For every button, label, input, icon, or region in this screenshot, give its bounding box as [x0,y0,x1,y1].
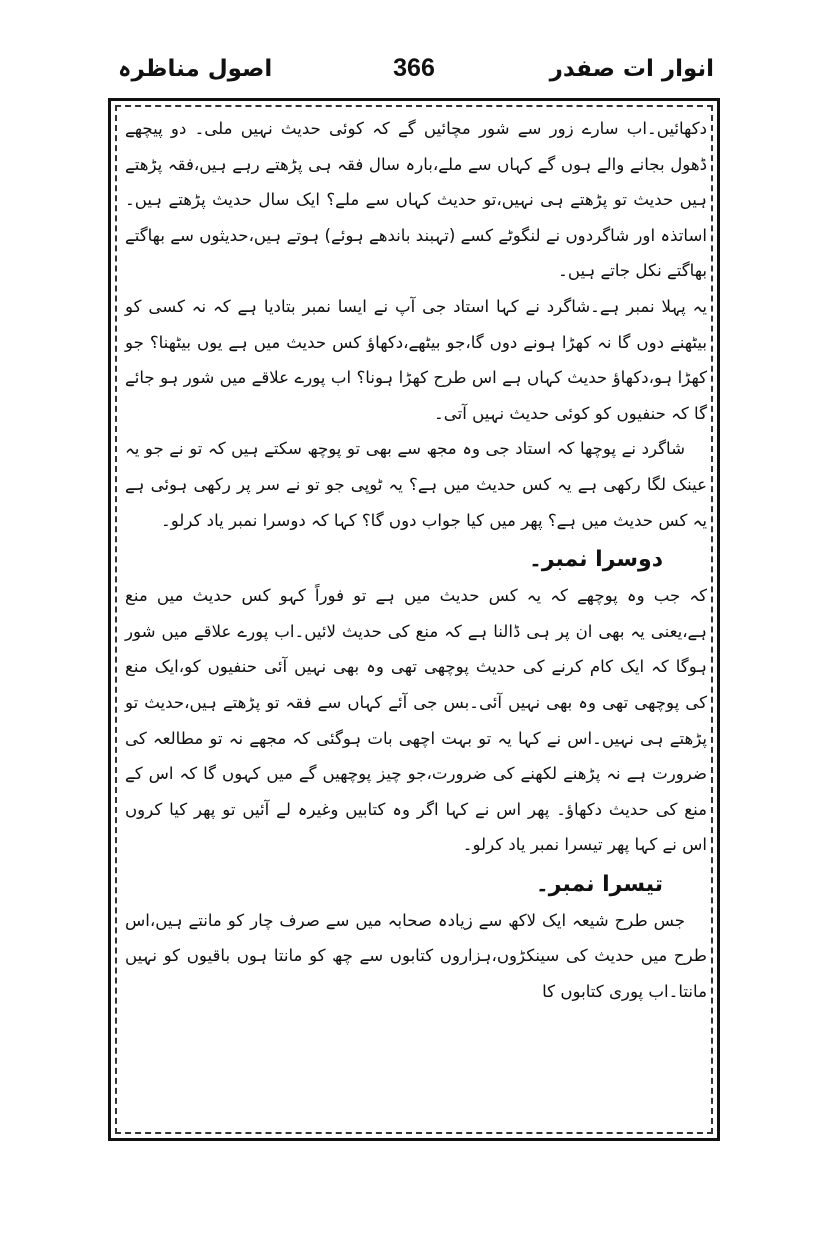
section-heading-second: دوسرا نمبر۔ [528,547,663,573]
paragraph: کہ جب وہ پوچھے کہ یہ کس حدیث میں ہے تو فوراً کہو کس حدیث میں منع ہے،یعنی یہ بھی ان پر ہی ڈالنا ہے کہ منع کی حدیث لائیں۔اب پورے علاقے میں شور ہوگا کہ ایک کام کرنے کی حدیث پوچھی تھی وہ بھی نہیں آئی حنفیوں کو،ایک منع کی پوچھی تھی وہ بھی نہیں آئی۔بس جی آئے کہاں سے فقہ تو پڑھتے ہیں،حدیث تو پڑھتے ہی نہیں۔اس نے کہا یہ تو بہت اچھی بات ہوگئی کہ مجھے نہ تو مطالعہ کی ضرورت ہے نہ پڑھنے لکھنے کی ضرورت،جو چیز پوچھیں گے میں کہوں گا کہ اس کے منع کی حدیث دکھاؤ۔ پھر اس نے کہا اگر وہ کتابیں وغیرہ لے آئیں تو پھر کیا کروں اس نے کہا پھر تیسرا نمبر یاد کرلو۔ [125,586,707,855]
section-heading-third: تیسرا نمبر۔ [535,871,663,897]
section-title: اصول مناظرہ [118,56,273,82]
paragraph: جس طرح شیعہ ایک لاکھ سے زیادہ صحابہ میں سے صرف چار کو مانتے ہیں،اس طرح میں حدیث کی سینکڑوں،ہزاروں کتابوں سے چھ کو مانتا ہوں باقیوں کو نہیں مانتا۔اب پوری کتابوں کا [125,910,707,1002]
page-header [108,52,720,96]
page-body [125,111,707,1128]
page-number: 366 [393,54,435,82]
paragraph: دکھائیں۔اب سارے زور سے شور مچائیں گے کہ کوئی حدیث نہیں ملی۔ دو پیچھے ڈھول بجانے والے ہوں گے کہاں سے ملے،بارہ سال فقہ ہی پڑھتے رہے ہیں،فقہ پڑھتے ہیں حدیث تو پڑھتے ہی نہیں،تو حدیث کہاں سے ملے؟ ایک سال حدیث پڑھتے ہیں۔اساتذہ اور شاگردوں نے لنگوٹے کسے (تہبند باندھے ہوئے) ہوتے ہیں،حدیثوں سے بھاگتے بھاگتے نکل جاتے ہیں۔ [125,119,707,281]
paragraph: یہ پہلا نمبر ہے۔شاگرد نے کہا استاد جی آپ نے ایسا نمبر بتادیا ہے کہ نہ کسی کو بیٹھنے دوں گا نہ کھڑا ہونے دوں گا،جو بیٹھے،دکھاؤ کس حدیث میں ہے یوں بیٹھنا؟ جو کھڑا ہو،دکھاؤ حدیث کہاں ہے اس طرح کھڑا ہونا؟ اب پورے علاقے میں شور ہو جائے گا کہ حنفیوں کو کوئی حدیث نہیں آتی۔ [125,296,707,423]
page-frame [108,98,720,1141]
book-title: انوار ات صفدر [549,56,714,82]
paragraph: شاگرد نے پوچھا کہ استاد جی وہ مجھ سے بھی تو پوچھ سکتے ہیں کہ تو نے جو یہ عینک لگا رکھی ہے یہ کس حدیث میں ہے؟ یہ ٹوپی جو تو نے سر پر رکھی ہوئی ہے یہ کس حدیث میں ہے؟ پھر میں کیا جواب دوں گا؟ کہا کہ دوسرا نمبر یاد کرلو۔ [125,439,707,530]
